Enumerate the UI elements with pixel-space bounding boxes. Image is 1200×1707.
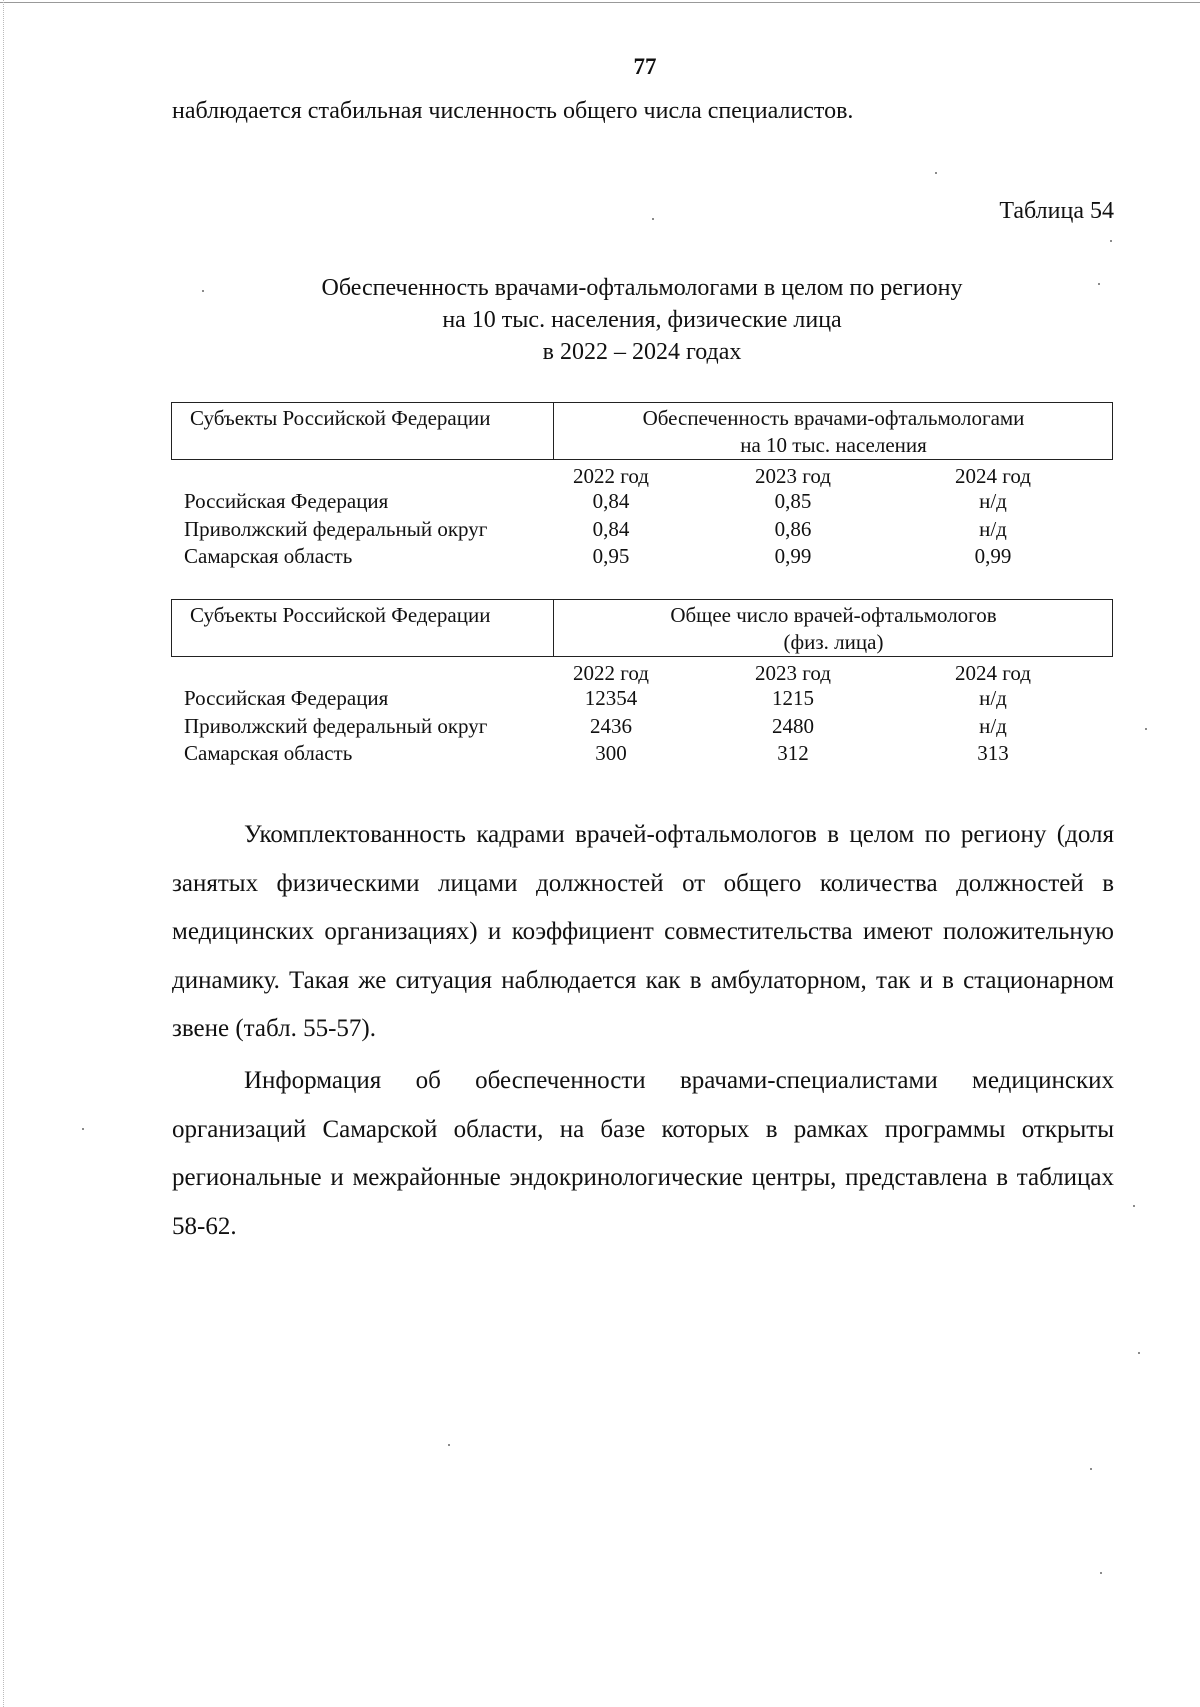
- metric-header: [555, 403, 1112, 461]
- scan-speck: [202, 290, 204, 292]
- row-label: Приволжский федеральный округ: [184, 516, 488, 541]
- scan-speck: [935, 172, 937, 174]
- table-row: [171, 489, 1113, 517]
- row-label: Российская Федерация: [184, 686, 389, 710]
- body-paragraph: [172, 1057, 1114, 1251]
- value-2023: 2480: [772, 713, 814, 738]
- body-paragraph: [172, 811, 1114, 1054]
- year-header-row: [171, 462, 1113, 489]
- table-header: [171, 402, 1113, 460]
- page-number: 77: [633, 54, 657, 79]
- scan-speck: [1100, 1572, 1102, 1574]
- year-header: 2024 год: [955, 464, 1031, 488]
- paragraph-text: Информация об обеспеченности врачами-специалистами медицинских организаций Самарской области, на базе которых в рамках программы открыты региональные и межрайонные эндокринологические центры, представлена в таблицах 58-62.: [172, 1067, 1114, 1240]
- value-2024: н/д: [979, 713, 1007, 738]
- year-header: 2022 год: [573, 464, 649, 488]
- page-edge: [3, 0, 4, 1707]
- table-provision: [171, 402, 1113, 572]
- scan-speck: [652, 218, 654, 220]
- value-2022: 12354: [584, 686, 638, 710]
- table-row: [171, 741, 1113, 769]
- value-2023: 0,85: [774, 489, 812, 513]
- scan-speck: [1110, 240, 1112, 242]
- page-edge: [0, 2, 1200, 3]
- year-header: 2023 год: [755, 661, 831, 685]
- caption-line: на 10 тыс. населения, физические лица: [442, 307, 842, 333]
- scan-speck: [1145, 728, 1147, 730]
- value-2022: 300: [595, 741, 627, 765]
- table-row: [171, 714, 1113, 742]
- value-2022: 0,84: [592, 516, 630, 541]
- caption-line: Обеспеченность врачами-офтальмологами в целом по региону: [321, 275, 963, 301]
- table-total-count: [171, 599, 1113, 769]
- value-2024: н/д: [979, 516, 1007, 541]
- metric-header-line: Общее число врачей-офтальмологов: [670, 603, 997, 627]
- scan-speck: [1133, 1205, 1135, 1207]
- table-header: [171, 599, 1113, 657]
- subject-header: Субъекты Российской Федерации: [172, 403, 554, 459]
- row-label: Самарская область: [184, 544, 353, 568]
- paragraph-text: Укомплектованность кадрами врачей-офтальмологов в целом по региону (доля занятых физическими лицами должностей от общего количества должностей в медицинских организациях) и коэффициент совместительства имеют положительную динамику. Такая же ситуация наблюдается как в амбулаторном, так и в стационарном звене (табл. 55-57).: [172, 821, 1114, 1042]
- metric-header-line: на 10 тыс. населения: [740, 433, 927, 457]
- value-2022: 0,84: [592, 489, 630, 513]
- year-header-row: [171, 659, 1113, 686]
- value-2024: н/д: [979, 686, 1007, 710]
- scan-speck: [1098, 283, 1100, 285]
- row-label: Приволжский федеральный округ: [184, 713, 488, 738]
- value-2024: 0,99: [974, 544, 1012, 568]
- year-header: 2024 год: [955, 661, 1031, 685]
- table-caption: [172, 272, 1112, 368]
- table-row: [171, 544, 1113, 572]
- value-2024: 313: [977, 741, 1009, 765]
- scan-speck: [1138, 1352, 1140, 1354]
- value-2022: 2436: [590, 713, 632, 738]
- row-label: Самарская область: [184, 741, 353, 765]
- caption-line: в 2022 – 2024 годах: [542, 339, 742, 365]
- scan-speck: [1090, 1468, 1092, 1470]
- year-header: 2022 год: [573, 661, 649, 685]
- value-2023: 312: [777, 741, 809, 765]
- value-2023: 0,99: [774, 544, 812, 568]
- lead-text: наблюдается стабильная численность общего числа специалистов.: [172, 98, 854, 124]
- metric-header: [555, 600, 1112, 658]
- metric-header-line: Обеспеченность врачами-офтальмологами: [642, 406, 1025, 430]
- subject-header: Субъекты Российской Федерации: [172, 600, 554, 656]
- value-2023: 1215: [772, 686, 814, 710]
- scan-speck: [448, 1444, 450, 1446]
- value-2023: 0,86: [774, 516, 812, 541]
- table-row: [171, 686, 1113, 714]
- scan-speck: [82, 1128, 84, 1130]
- metric-header-line: (физ. лица): [783, 630, 884, 654]
- value-2022: 0,95: [592, 544, 630, 568]
- table-row: [171, 517, 1113, 545]
- row-label: Российская Федерация: [184, 489, 389, 513]
- value-2024: н/д: [979, 489, 1007, 513]
- year-header: 2023 год: [755, 464, 831, 488]
- table-label: Таблица 54: [999, 198, 1114, 224]
